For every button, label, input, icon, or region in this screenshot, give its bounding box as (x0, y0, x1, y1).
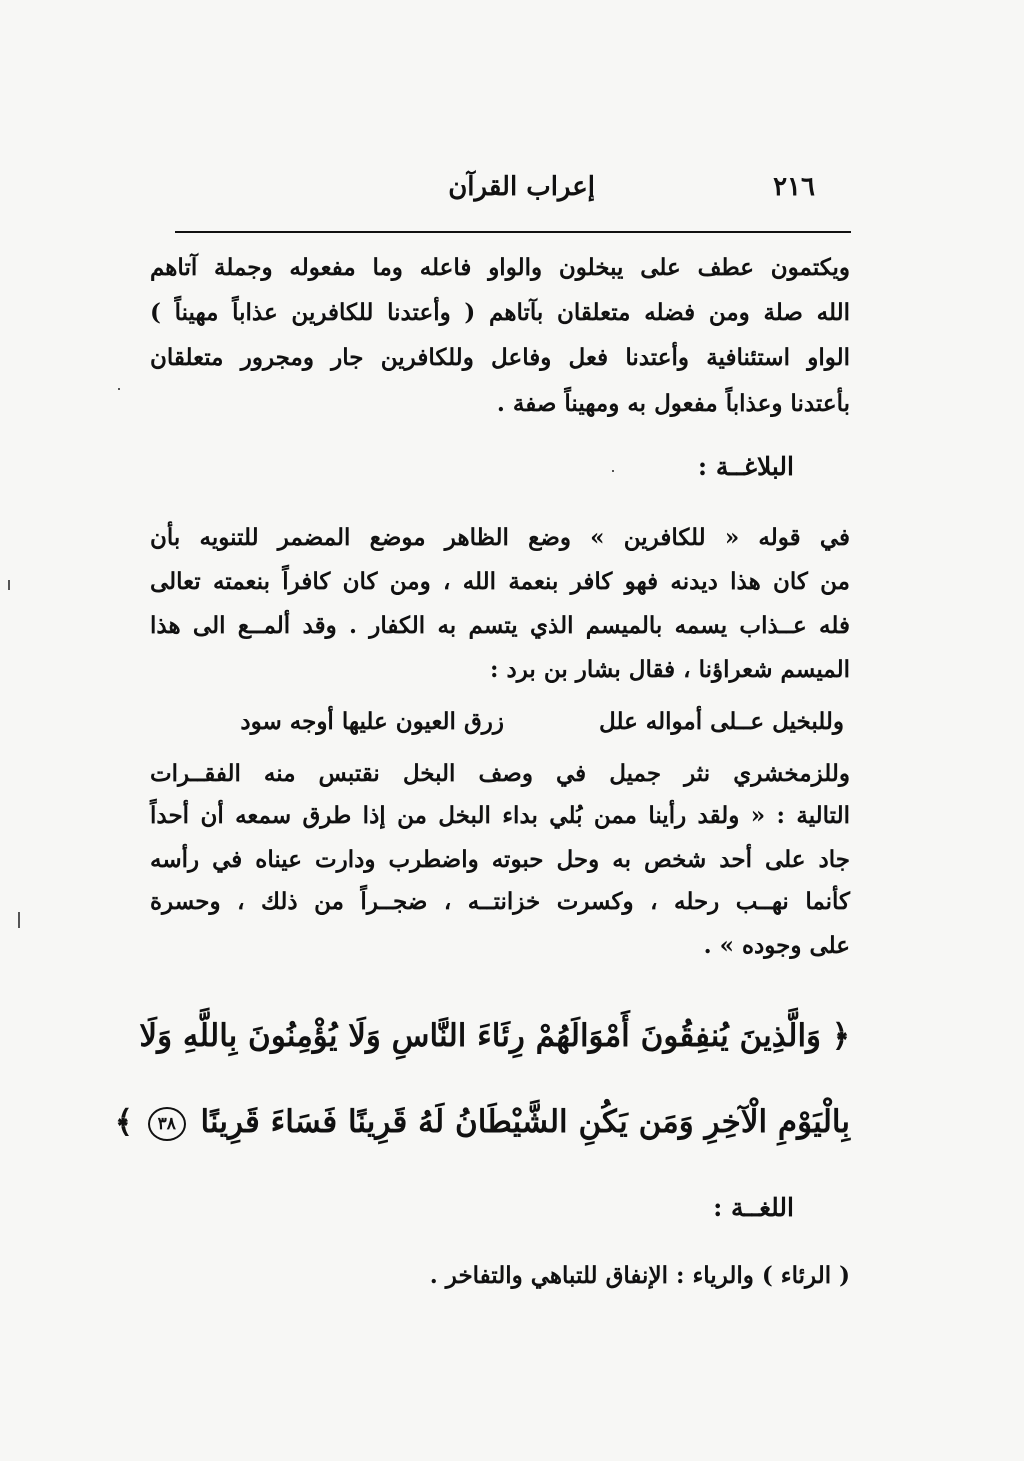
zamakhshari-line-3: جاد على أحد شخص به وحل حبوته واضطرب ودارت عيناه في رأسه (150, 846, 850, 873)
quran-verse-line-1: ﴿ وَالَّذِينَ يُنفِقُونَ أَمْوَالَهُمْ رِئَاءَ النَّاسِ وَلَا يُؤْمِنُونَ بِاللَّهِ وَلَا (139, 1018, 850, 1054)
poem-second-hemistich: زرق العيون عليها أوجه سود (240, 708, 504, 735)
book-title: إعراب القرآن (448, 172, 595, 202)
irab-line-3: الواو استئنافية وأعتدنا فعل وفاعل وللكافرين جار ومجرور متعلقان (150, 344, 850, 371)
zamakhshari-line-5: على وجوده » . (703, 932, 850, 959)
quran-verse-line-2 (114, 1104, 850, 1141)
page-number: ٢١٦ (773, 172, 815, 202)
balagha-line-1: في قوله « للكافرين » وضع الظاهر موضع المضمر للتنويه بأن (150, 524, 850, 551)
zamakhshari-line-1: وللزمخشري نثر جميل في وصف البخل نقتبس منه الفقــرات (150, 760, 850, 787)
balagha-heading: البلاغــة : (697, 452, 794, 481)
irab-line-2: الله صلة ومن فضله متعلقان بآتاهم ( وأعتدنا للكافرين عذاباً مهيناً ) (150, 299, 850, 326)
scan-speck (118, 388, 120, 390)
verse-number-marker: ٣٨ (148, 1107, 186, 1141)
lugha-line-1: ( الرئاء ) والرياء : الإنفاق للتباهي والتفاخر . (429, 1262, 850, 1289)
irab-line-4: بأعتدنا وعذاباً مفعول به ومهيناً صفة . (496, 390, 850, 417)
lugha-heading: اللغــة : (713, 1193, 794, 1222)
scan-speck (18, 912, 20, 928)
balagha-line-3: فله عــذاب يسمه بالميسم الذي يتسم به الكفار . وقد ألمــع الى هذا (150, 612, 850, 639)
scan-speck (8, 580, 10, 590)
zamakhshari-line-2: التالية : « ولقد رأينا ممن بُلي بداء البخل من إذا طرق سمعه أن أحداً (150, 802, 850, 829)
balagha-line-4: الميسم شعراؤنا ، فقال بشار بن برد : (489, 656, 850, 683)
poem-first-hemistich: وللبخيل عــلى أمواله علل (599, 708, 844, 735)
balagha-line-2: من كان هذا ديدنه فهو كافر بنعمة الله ، ومن كان كافراً بنعمته تعالى (150, 568, 850, 595)
zamakhshari-line-4: كأنما نهــب رحله ، وكسرت خزانتــه ، ضجــراً من ذلك ، وحسرة (150, 888, 850, 915)
page-header (175, 170, 855, 210)
scan-speck (612, 470, 614, 472)
irab-line-1: ويكتمون عطف على يبخلون والواو فاعله وما مفعوله وجملة آتاهم (150, 254, 850, 281)
quran-closing-bracket: ﴾ (114, 1104, 133, 1140)
quran-verse-line-2-text: بِالْيَوْمِ الْآخِرِ وَمَن يَكُنِ الشَّيْطَانُ لَهُ قَرِينًا فَسَاءَ قَرِينًا (200, 1104, 850, 1140)
header-divider (175, 231, 851, 233)
